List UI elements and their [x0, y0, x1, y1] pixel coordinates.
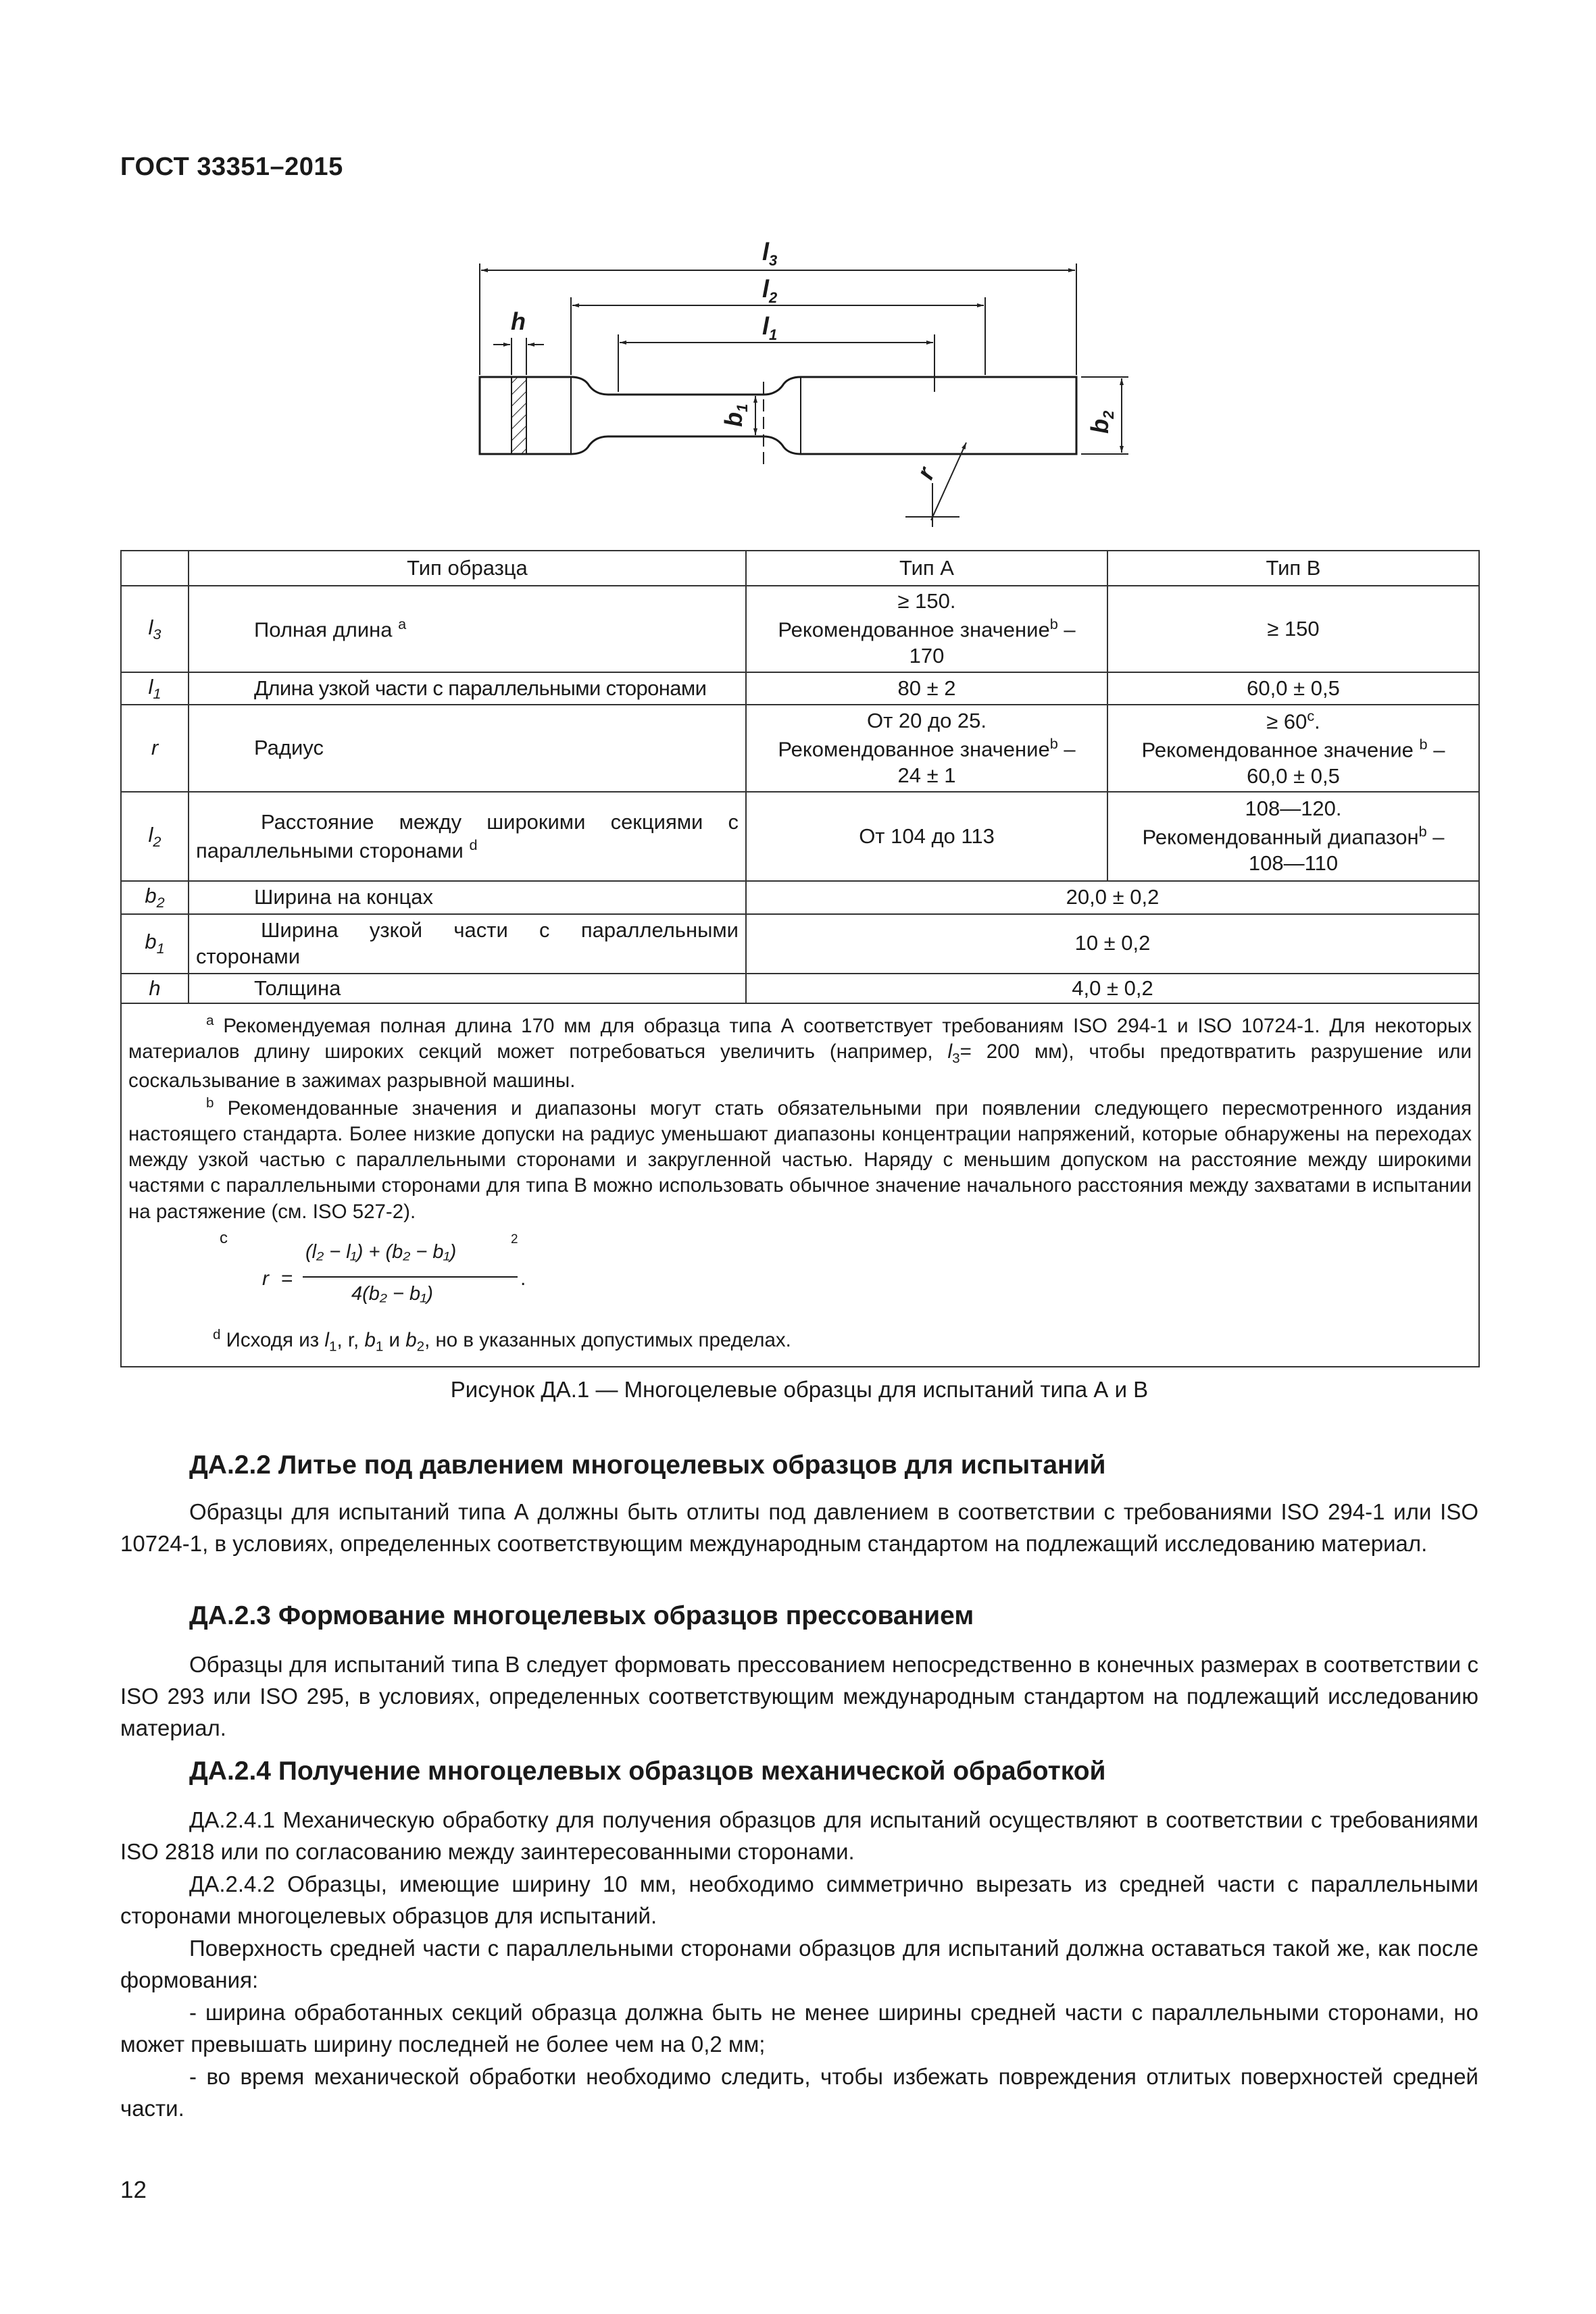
formula-denominator: 4(b₂ − b₁)	[351, 1283, 433, 1305]
row-type-a-value: ≥ 150. Рекомендованное значение$^b$ – 170	[746, 586, 1107, 672]
row-name: Радиус	[189, 705, 746, 792]
label-l2: $l_2$	[762, 275, 778, 306]
table-row	[121, 672, 1479, 705]
header-type-b: Тип В	[1107, 551, 1479, 586]
row-symbol: $l_2$	[121, 792, 189, 881]
specimen-drawing	[432, 223, 1189, 527]
section-heading: ДА.2.4 Получение многоцелевых образцов механической обработкой	[189, 1757, 1106, 1786]
table-row	[121, 705, 1479, 792]
footnote-d: $^d$ Исходя из $l_1$, r, $b_1$ и $b_2$, но в указанных допустимых пределах.	[213, 1327, 791, 1355]
header-type-a: Тип А	[746, 551, 1107, 586]
row-both-types-value: 4,0 ± 0,2	[746, 974, 1479, 1004]
row-symbol: r	[121, 705, 189, 792]
table-header-row	[121, 551, 1479, 586]
table-row	[121, 792, 1479, 881]
formula-numerator: (l₂ − l₁) + (b₂ − b₁)	[305, 1241, 457, 1263]
section-paragraph: - ширина обработанных секций образца должна быть не менее ширины средней части с параллельными сторонами, но может превышать ширину последней не более чем на 0,2 мм;	[120, 2000, 1478, 2057]
footnote-c: c r = (l₂ − l₁) + (b₂ − b₁) 2 4(b₂ − b₁) .	[128, 1228, 1472, 1324]
label-r: r	[911, 463, 941, 484]
label-b1: $b_1$	[720, 403, 751, 427]
table-row	[121, 914, 1479, 974]
row-type-b-value: ≥ $60^c$. Рекомендованное значение $^b$ – 60,0 ± 0,5	[1107, 705, 1479, 792]
section-heading: ДА.2.3 Формование многоцелевых образцов прессованием	[189, 1601, 974, 1630]
row-type-b-value: 108—120. Рекомендованный диапазон$^b$ – 108—110	[1107, 792, 1479, 881]
section-paragraph: ДА.2.4.1 Механическую обработку для получения образцов для испытаний осуществляют в соответствии с требованиями ISO 2818 или по согласованию между заинтересованными сторонами.	[120, 1807, 1478, 1864]
row-symbol: h	[121, 974, 189, 1004]
row-type-a-value: От 104 до 113	[746, 792, 1107, 881]
page-number: 12	[120, 2177, 147, 2203]
footnote-a: $^a$ Рекомендуемая полная длина 170 мм для образца типа А соответствует требованиям ISO 294-1 и ISO 10724-1. Для некоторых материалов длину широких секций может потребоваться увеличить (например, $l_3= 200$ мм), чтобы предотвратить разрушение или соскальзывание в зажимах разрывной машины.	[128, 1013, 1472, 1092]
section-paragraph: Поверхность средней части с параллельными сторонами образцов для испытаний должна оставаться такой же, как после формования:	[120, 1936, 1478, 1992]
row-both-types-value: 10 ± 0,2	[746, 914, 1479, 974]
specimen-dimensions-table	[120, 550, 1480, 1367]
section-paragraph: ДА.2.4.2 Образцы, имеющие ширину 10 мм, необходимо симметрично вырезать из средней части с параллельными сторонами многоцелевых образцов для испытаний.	[120, 1871, 1478, 1928]
document-header: ГОСТ 33351–2015	[120, 153, 343, 181]
header-param: Тип образца	[189, 551, 746, 586]
row-name: Длина узкой части с параллельными сторонами	[189, 672, 746, 705]
label-h: h	[511, 307, 526, 335]
label-l1: $l_1$	[762, 312, 778, 343]
table-notes-row	[121, 1003, 1479, 1366]
specimen-outline	[480, 377, 1076, 454]
row-type-b-value: ≥ 150	[1107, 586, 1479, 672]
row-symbol: $l_3$	[121, 586, 189, 672]
row-name: Расстояние между широкими секциями с параллельными сторонами $^d$	[189, 792, 746, 881]
figure-caption: Рисунок ДА.1 — Многоцелевые образцы для испытаний типа А и В	[450, 1377, 1149, 1402]
table-footnotes	[121, 1003, 1479, 1366]
row-name: Полная длина $^a$	[189, 586, 746, 672]
table-row	[121, 974, 1479, 1004]
table-row	[121, 881, 1479, 913]
thickness-hatch	[512, 377, 526, 454]
row-both-types-value: 20,0 ± 0,2	[746, 881, 1479, 913]
header-empty-cell	[121, 551, 189, 586]
section-heading: ДА.2.2 Литье под давлением многоцелевых образцов для испытаний	[189, 1451, 1106, 1480]
row-symbol: $b_2$	[121, 881, 189, 913]
label-l3: $l_3$	[762, 238, 778, 269]
row-symbol: $l_1$	[121, 672, 189, 705]
label-b2: $b_2$	[1086, 410, 1117, 434]
section-paragraph: Образцы для испытаний типа А должны быть отлиты под давлением в соответствии с требованиями ISO 294-1 или ISO 10724-1, в условиях, определенных соответствующим международным стандартом на подлежащий исследованию материал.	[120, 1499, 1478, 1556]
section-paragraph: Образцы для испытаний типа В следует формовать прессованием непосредственно в конечных размерах в соответствии с ISO 293 или ISO 295, в условиях, определенных соответствующим международным стандартом на подлежащий исследованию материал.	[120, 1652, 1478, 1740]
row-name: Толщина	[189, 974, 746, 1004]
row-symbol: $b_1$	[121, 914, 189, 974]
row-type-a-value: От 20 до 25. Рекомендованное значение$^b$ – 24 ± 1	[746, 705, 1107, 792]
fraction-bar	[303, 1276, 518, 1278]
table-row	[121, 586, 1479, 672]
section-paragraph: - во время механической обработки необходимо следить, чтобы избежать повреждения отлитых поверхностей средней части.	[120, 2064, 1478, 2121]
row-name: Ширина на концах	[189, 881, 746, 913]
footnote-b: $^b$ Рекомендованные значения и диапазоны могут стать обязательными при появлении следующего пересмотренного издания настоящего стандарта. Более низкие допуски на радиус уменьшают диапазоны концентрации напряжений, которые обнаружены на переходах между узкой частью с параллельными сторонами и закругленной частью. Наряду с меньшим допуском на расстояние между широкими частями с параллельными сторонами для типа В можно использовать обычное значение начального расстояния между захватами в испытании на растяжение (см. ISO 527-2).	[128, 1095, 1472, 1223]
row-name: Ширина узкой части с параллельными сторонами	[189, 914, 746, 974]
row-type-b-value: 60,0 ± 0,5	[1107, 672, 1479, 705]
row-type-a-value: 80 ± 2	[746, 672, 1107, 705]
